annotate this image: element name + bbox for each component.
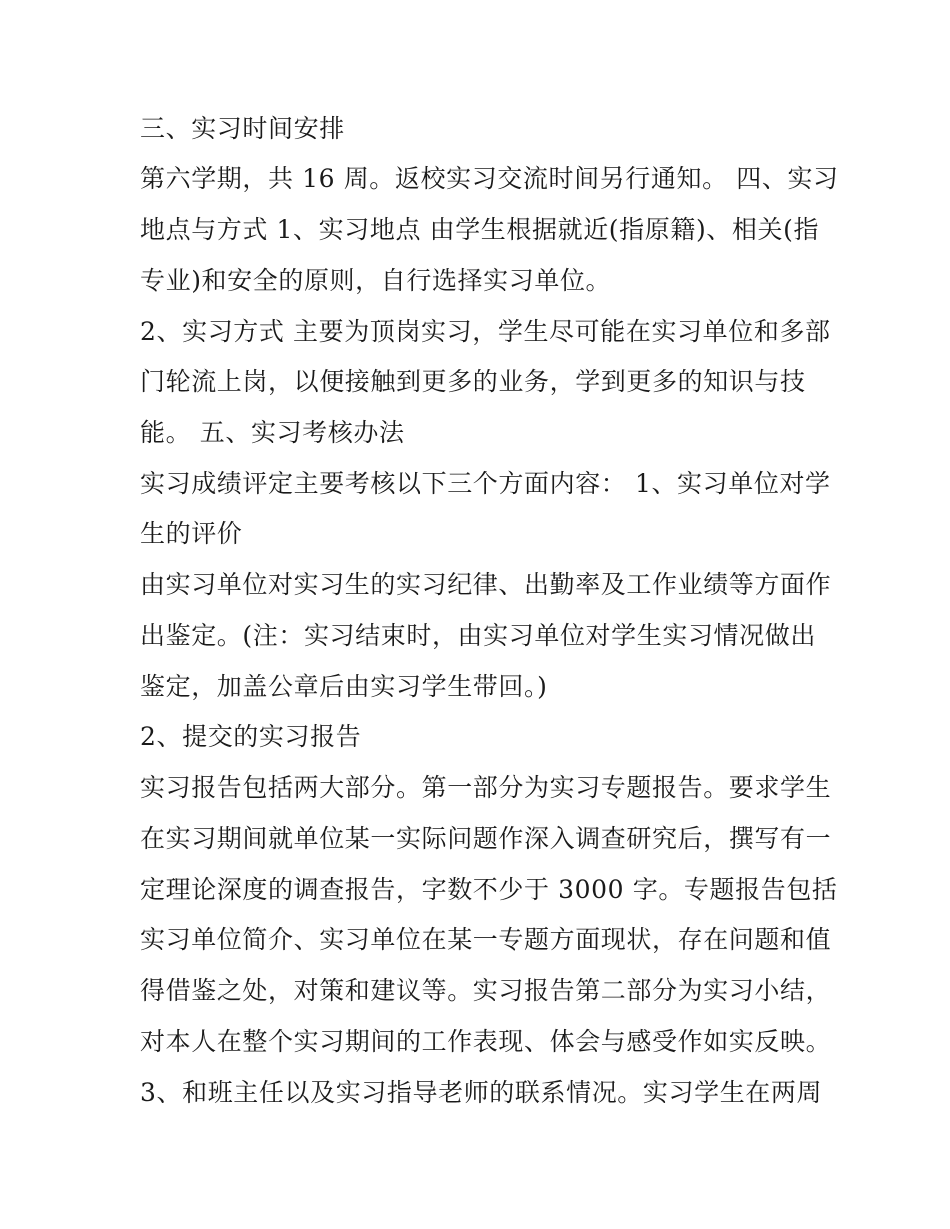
text-line: 出鉴定。(注：实习结束时，由实习单位对学生实习情况做出 — [140, 621, 816, 650]
text-line: 地点与方式 1、实习地点 由学生根据就近(指原籍)、相关(指 — [140, 215, 820, 244]
text-line: 生的评价 — [140, 519, 243, 548]
text-line: 在实习期间就单位某一实际问题作深入调查研究后，撰写有一 — [140, 824, 832, 853]
text-line: 专业)和安全的原则，自行选择实习单位。 — [140, 266, 612, 295]
text-line: 第六学期，共 16 周。返校实习交流时间另行通知。 四、实习 — [140, 164, 839, 193]
text-line: 鉴定，加盖公章后由实习学生带回。) — [140, 672, 548, 701]
text-line: 能。 五、实习考核办法 — [140, 418, 405, 447]
text-line: 实习单位简介、实习单位在某一专题方面现状，存在问题和值 — [140, 925, 832, 954]
text-line: 对本人在整个实习期间的工作表现、体会与感受作如实反映。 — [140, 1027, 832, 1056]
text-line: 由实习单位对实习生的实习纪律、出勤率及工作业绩等方面作 — [140, 570, 832, 599]
text-line: 得借鉴之处，对策和建议等。实习报告第二部分为实习小结， — [140, 976, 832, 1005]
section-heading-internship-schedule: 三、实习时间安排 — [140, 114, 345, 143]
text-line: 3、和班主任以及实习指导老师的联系情况。实习学生在两周 — [140, 1078, 823, 1107]
text-line: 实习报告包括两大部分。第一部分为实习专题报告。要求学生 — [140, 773, 832, 802]
text-line: 实习成绩评定主要考核以下三个方面内容： 1、实习单位对学 — [140, 469, 831, 498]
text-line: 2、提交的实习报告 — [140, 722, 362, 751]
text-line: 2、实习方式 主要为顶岗实习，学生尽可能在实习单位和多部 — [140, 317, 831, 346]
text-line: 门轮流上岗，以便接触到更多的业务，学到更多的知识与技 — [140, 367, 806, 396]
text-line: 定理论深度的调查报告，字数不少于 3000 字。专题报告包括 — [140, 875, 838, 904]
